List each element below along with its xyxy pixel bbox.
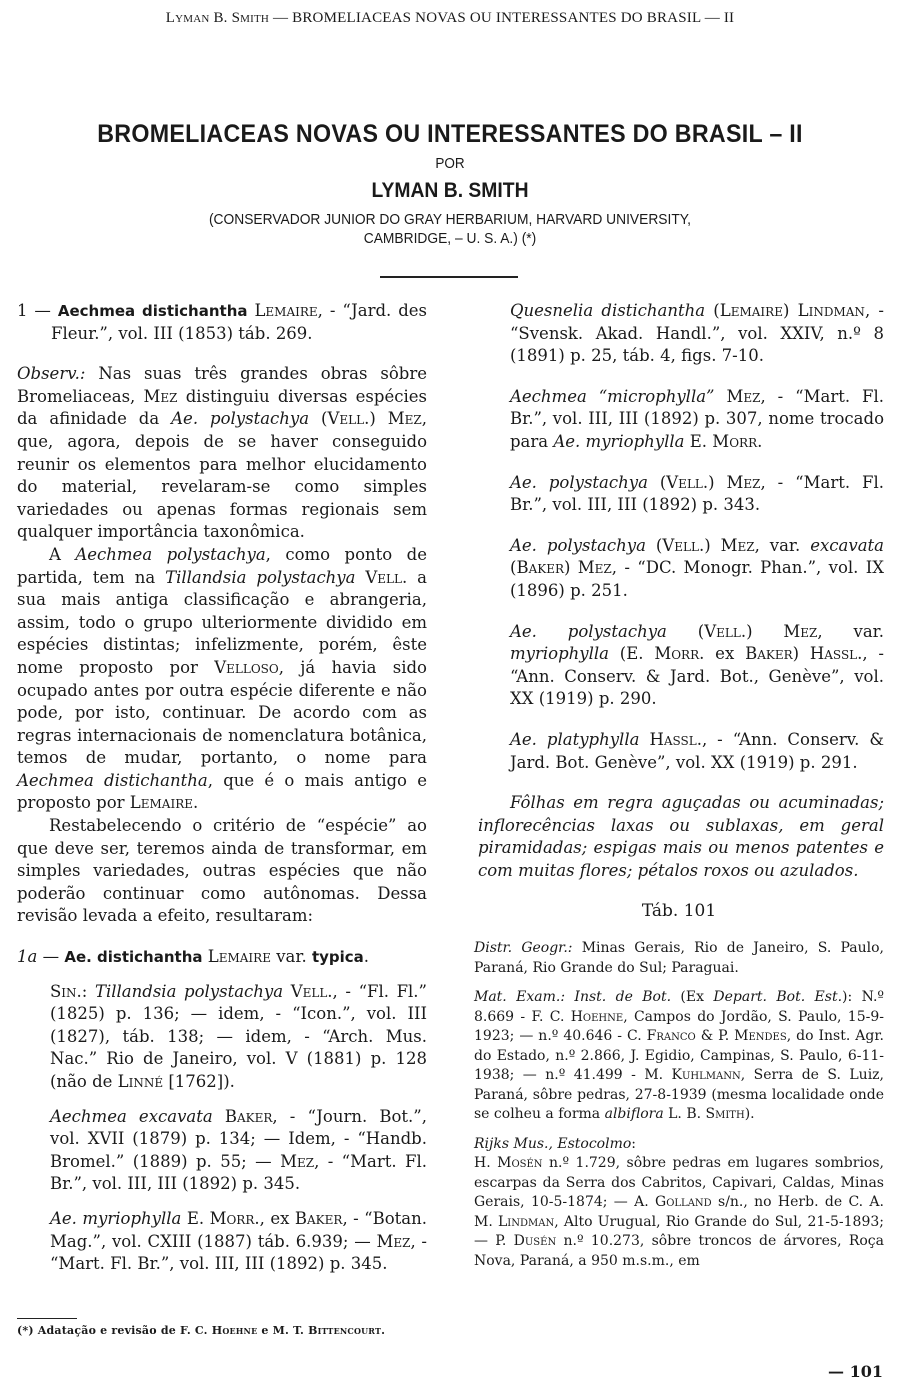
article-author: LYMAN B. SMITH <box>371 179 529 202</box>
synonym-entry: Ae. polystachya (Vell.) Mez, var. excavata (Baker) Mez, - “DC. Monogr. Phan.”, vol. IX (1896) p. 251. <box>510 535 884 600</box>
observ-label: Observ.: <box>17 364 86 384</box>
running-head-author: Lyman B. Smith <box>165 10 270 26</box>
plate-reference: Táb. 101 <box>641 901 717 922</box>
synonym-entry: Aechmea excavata Baker, - “Journ. Bot.”, vol. XVII (1879) p. 134; — Idem, - “Handb. Bromel.” (1889) p. 55; — Mez, - “Mart. Fl. Br.”, vol. III, III (1892) p. 345. <box>50 1106 427 1194</box>
synonym-entry: Ae. myriophylla E. Morr., ex Baker, - “Botan. Mag.”, vol. CXIII (1887) táb. 6.939; — Mez, - “Mart. Fl. Br.”, vol. III, III (1892) p. 345. <box>50 1208 428 1274</box>
rijks-museum-label: Rijks Mus., Estocolmo: <box>474 1135 636 1152</box>
author-affiliation: (CONSERVADOR JUNIOR DO GRAY HERBARIUM, HARVARD UNIVERSITY, CAMBRIDGE, – U. S. A.) (*) <box>208 211 692 247</box>
species-description: Fôlhas em regra aguçadas ou acuminadas; inflorecências laxas ou sublaxas, em geral piramidadas; espigas mais ou menos patentes e com muitas flores; pétalos roxos ou azulados. <box>478 793 884 880</box>
rijks-museum-specimens: H. Mosén n.º 1.729, sôbre pedras em lugares sombrios, escarpas da Serra dos Cabritos, Capivari, Caldas, Minas Gerais, 10-5-1874; — A. Golland s/n., no Herb. de C. A. M. Lindman, Alto Urugual, Rio Grande do Sul, 21-5-1893; — P. Dusén n.º 10.273, sôbre troncos de árvores, Roça Nova, Paraná, a 950 m.s.m., em <box>474 1155 884 1269</box>
material-examined: Mat. Exam.: Inst. de Bot. (Ex Depart. Bot. Est.): N.º 8.669 - F. C. Hoehne, Campos do Jordão, S. Paulo, 15-9-1923; — n.º 40.646 - C. Franco & P. Mendes, do Inst. Agr. do Estado, n.º 2.866, J. Egidio, Campinas, S. Paulo, 6-11-1938; — n.º 41.499 - M. Kuhlmann, Serra de S. Luiz, Paraná, sôbre pedras, 27-8-1939 (mesma localidade onde se colheu a forma albiflora L. B. Smith). <box>474 989 884 1123</box>
article-title: BROMELIACEAS NOVAS OU INTERESSANTES DO BRASIL – II <box>97 120 803 148</box>
footnote-divider <box>17 1318 77 1319</box>
synonym-entry: Ae. polystachya (Vell.) Mez, - “Mart. Fl. Br.”, vol. III, III (1892) p. 343. <box>510 472 884 515</box>
observation-paragraph: Observ.: Nas suas três grandes obras sôbre Bromeliaceas, Mez distinguiu diversas espécies da afinidade da Ae. polystachya (Vell.) Mez, que, agora, depois de se haver conseguido reunir os elementos para melhor elucidamento do material, revelaram-se como simples variedades ou apenas formas regionais sem qualquer importância taxonômica. <box>17 364 427 542</box>
entry-1a-heading: 1a — Ae. distichantha Lemaire var. typica. <box>17 947 370 967</box>
synonym-entry: Quesnelia distichantha (Lemaire) Lindman, - “Svensk. Akad. Handl.”, vol. XXIV, n.º 8 (1891) p. 25, táb. 4, figs. 7-10. <box>510 301 884 366</box>
body-paragraph-2: A Aechmea polystachya, como ponto de partida, tem na Tillandsia polystachya Vell. a sua mais antiga classificação e abrangeria, assim, todo o grupo ulteriormente dividido em espécies distintas; infelizmente, porém, êste nome proposto por Velloso, já havia sido ocupado antes por outra espécie diferente e não pode, por isto, continuar. De acordo com as regras internacionais de nomenclatura botânica, temos de mudar, portanto, o nome para Aechmea distichantha, que é o mais antigo e proposto por Lemaire. <box>17 544 427 813</box>
synonym-entry: Aechmea “microphylla” Mez, - “Mart. Fl. Br.”, vol. III, III (1892) p. 307, nome trocado para Ae. myriophylla E. Morr. <box>510 386 884 451</box>
page-number: — 101 <box>828 1362 883 1381</box>
byline-por: POR <box>435 155 465 172</box>
entry-1-heading: 1 — Aechmea distichantha Lemaire, - “Jard. des Fleur.”, vol. III (1853) táb. 269. <box>17 301 428 343</box>
synonym-entry: Sin.: Tillandsia polystachya Vell., - “Fl. Fl.” (1825) p. 136; — idem, - “Icon.”, vol. III (1827), táb. 138; — idem, - “Arch. Mus. Nac.” Rio de Janeiro, vol. V (1881) p. 128 (não de Linné [1762]). <box>50 981 427 1091</box>
geographic-distribution: Distr. Geogr.: Minas Gerais, Rio de Janeiro, S. Paulo, Paraná, Rio Grande do Sul; Paraguai. <box>474 940 884 976</box>
species-name: Aechmea distichantha <box>57 302 248 320</box>
left-column <box>17 300 427 1276</box>
body-paragraph-3: Restabelecendo o critério de “espécie” ao que deve ser, teremos ainda de transformar, em simples variedades, outras espécies que não poderão continuar como autônomas. Dessa revisão levada a efeito, resultaram: <box>17 816 427 926</box>
title-divider <box>380 276 518 278</box>
running-head-title: BROMELIACEAS NOVAS OU INTERESSANTES DO BRASIL — II <box>292 10 735 26</box>
synonym-entry: Ae. platyphylla Hassl., - “Ann. Conserv. & Jard. Bot. Genève”, vol. XX (1919) p. 291. <box>510 729 885 772</box>
running-head: Lyman B. Smith — BROMELIACEAS NOVAS OU INTERESSANTES DO BRASIL — II <box>165 10 735 26</box>
synonym-entry: Ae. polystachya (Vell.) Mez, var. myriophylla (E. Morr. ex Baker) Hassl., - “Ann. Conserv. & Jard. Bot., Genève”, vol. XX (1919) p. 290. <box>510 621 884 709</box>
right-column <box>474 300 884 1271</box>
footnote: (*) Adatação e revisão de F. C. Hoehne e M. T. Bittencourt. <box>17 1324 386 1337</box>
article-header <box>0 120 900 248</box>
